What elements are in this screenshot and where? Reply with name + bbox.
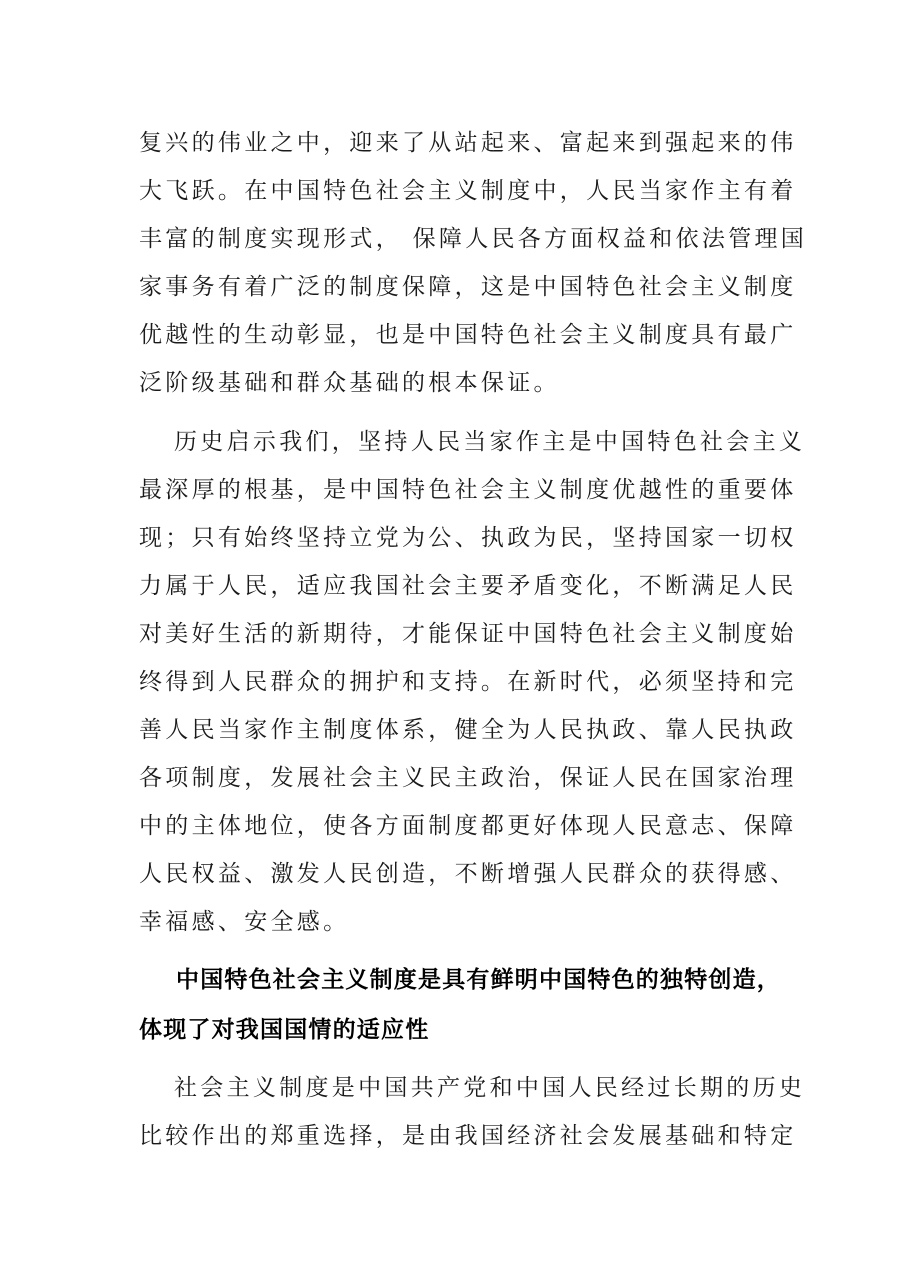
paragraph-2-line: 力属于人民，适应我国社会主要矛盾变化，不断满足人民 bbox=[139, 573, 797, 599]
paragraph-1-line: 家事务有着广泛的制度保障，这是中国特色社会主义制度 bbox=[139, 274, 797, 300]
paragraph-1-line: 优越性的生动彰显，也是中国特色社会主义制度具有最广 bbox=[139, 322, 797, 348]
paragraph-2-line: 历史启示我们，坚持人民当家作主是中国特色社会主义 bbox=[174, 429, 806, 455]
paragraph-2-line: 人民权益、激发人民创造，不断增强人民群众的获得感、 bbox=[139, 861, 797, 887]
paragraph-2-line: 幸福感、安全感。 bbox=[139, 909, 350, 935]
paragraph-2-line: 最深厚的根基，是中国特色社会主义制度优越性的重要体 bbox=[139, 477, 797, 503]
section-heading-line: 体现了对我国国情的适应性 bbox=[139, 1017, 430, 1043]
paragraph-2-line: 中的主体地位，使各方面制度都更好体现人民意志、保障 bbox=[139, 813, 797, 839]
paragraph-2-line: 善人民当家作主制度体系，健全为人民执政、靠人民执政 bbox=[139, 717, 797, 743]
paragraph-2-line: 现；只有始终坚持立党为公、执政为民，坚持国家一切权 bbox=[139, 525, 797, 551]
paragraph-1-line: 复兴的伟业之中，迎来了从站起来、富起来到强起来的伟 bbox=[139, 130, 797, 156]
paragraph-1-line: 泛阶级基础和群众基础的根本保证。 bbox=[139, 370, 560, 396]
paragraph-1-line: 丰富的制度实现形式， 保障人民各方面权益和依法管理国 bbox=[139, 226, 808, 252]
paragraph-2-line: 各项制度，发展社会主义民主政治，保证人民在国家治理 bbox=[139, 765, 797, 791]
section-heading-line: 中国特色社会主义制度是具有鲜明中国特色的独特创造， bbox=[176, 967, 781, 993]
paragraph-3-line: 比较作出的郑重选择，是由我国经济社会发展基础和特定 bbox=[139, 1123, 797, 1149]
paragraph-1-line: 大飞跃。在中国特色社会主义制度中，人民当家作主有着 bbox=[139, 178, 797, 204]
paragraph-3-line: 社会主义制度是中国共产党和中国人民经过长期的历史 bbox=[174, 1075, 806, 1101]
paragraph-2-line: 终得到人民群众的拥护和支持。在新时代，必须坚持和完 bbox=[139, 669, 797, 695]
paragraph-2-line: 对美好生活的新期待，才能保证中国特色社会主义制度始 bbox=[139, 621, 797, 647]
